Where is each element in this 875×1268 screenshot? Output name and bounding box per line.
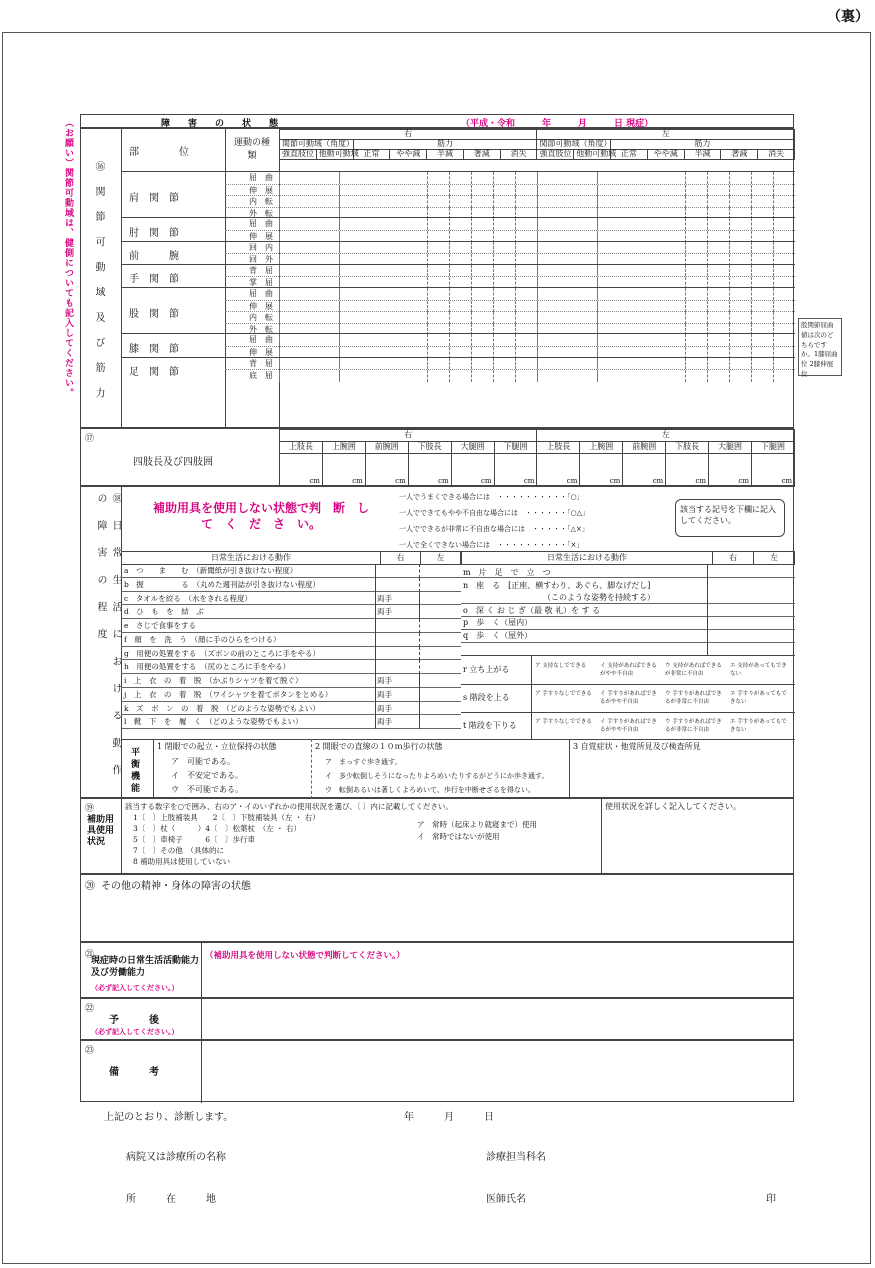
joint-motion-row <box>225 288 795 300</box>
sub-col: 著減 <box>463 150 500 160</box>
sub-col: 強直肢位 <box>537 150 574 160</box>
daily-rst <box>461 655 795 740</box>
limb-label: 四肢長及び四肢囲 <box>133 457 213 468</box>
rst-option: イ 手すりがあればできるがやや不自由 <box>600 691 657 705</box>
daily-left-row <box>121 660 461 674</box>
sub-col: 消失 <box>500 150 537 160</box>
daily-item: f 顔 を 洗 う （顔に手のひらをつける） <box>124 634 281 644</box>
limb-unit: cm <box>580 454 623 487</box>
joint-motion-label: 背 屈 <box>249 358 273 368</box>
limb-col: 前腕囲 <box>623 442 666 454</box>
rst-option: ア 支持なしでできる <box>535 663 587 669</box>
aids-lines <box>133 812 320 867</box>
sub-col: 正常 <box>353 150 390 160</box>
joint-motion-row <box>225 300 795 312</box>
joint-motion-label: 外 転 <box>249 324 273 334</box>
daily-item: o 深 く お じ ぎ（最 敬 礼）を す る <box>463 605 601 615</box>
limb-col: 上腕囲 <box>322 442 365 454</box>
daily-head-right: 右 <box>713 552 754 565</box>
sub-col: 著減 <box>721 150 758 160</box>
rom-right-label: 関節可動域（角度） <box>280 140 354 150</box>
balance-q2: 2 開眼での直線の１０ｍ歩行の状態 <box>315 742 443 751</box>
limb-right: 右 <box>280 430 537 442</box>
daily-left-row <box>121 619 461 633</box>
joint-motion-label: 底 屈 <box>249 371 273 381</box>
rst-option: エ 手すりがあってもできない <box>730 719 787 733</box>
rom-left-label: 関節可動域（角度） <box>537 140 611 150</box>
both-hands-label: 両手 <box>377 593 392 603</box>
sub-col: 消失 <box>758 150 795 160</box>
limb-unit: cm <box>666 454 709 487</box>
aids-line: 3〔 〕杖（ ）4〔 〕松葉杖 （左 ・ 右） <box>133 824 302 833</box>
daily-item: e さじで食事をする <box>124 621 196 630</box>
other-section <box>80 874 794 942</box>
r-label: r 立ち上がる <box>463 665 510 674</box>
aids-instruction: 該当する数字を○で囲み、右のア・イのいずれかの使用状況を選び、〔 〕内に記載してください。 <box>125 802 453 811</box>
joint-motion-row <box>225 218 795 230</box>
seal-label: 印 <box>766 1194 776 1205</box>
daily-left-row <box>121 647 461 661</box>
daily-item: a つ ま む （新聞紙が引き抜けない程度） <box>124 566 298 575</box>
limb-col: 前腕囲 <box>365 442 408 454</box>
daily-left-row <box>121 578 461 592</box>
s-label: s 階段を上る <box>463 693 510 702</box>
daily-section <box>80 486 794 798</box>
rst-option: エ 手すりがあってもできない <box>730 691 787 705</box>
joint-motion-row <box>225 358 795 370</box>
daily-item: n 座 る [正座、横すわり、あぐら、脚なげだし] <box>463 580 651 590</box>
limb-section <box>80 428 794 486</box>
joint-part-name: 肘 関 節 <box>129 227 179 239</box>
hospital-label: 病院又は診療所の名称 <box>126 1152 226 1163</box>
other-label: その他の精神・身体の障害の状態 <box>101 881 251 892</box>
joint-part-name: 足 関 節 <box>129 367 179 379</box>
daily-item: j 上 衣 の 着 脱 （ワイシャツを着てボタンをとめる） <box>124 689 333 699</box>
joint-part-row <box>121 287 795 333</box>
joint-motion-label: 伸 展 <box>249 231 273 241</box>
dept-label: 診療担当科名 <box>486 1152 546 1163</box>
daily-right-table <box>461 551 795 565</box>
joint-section-label: ⑯ 関 節 可 動 域 及 び 筋 力 <box>93 161 104 404</box>
joint-part-name: 膝 関 節 <box>129 343 179 355</box>
joint-motion-row <box>225 311 795 323</box>
ability-num: ㉑ <box>85 950 95 960</box>
t-label: t 階段を下りる <box>463 721 517 730</box>
joint-motion-row <box>225 242 795 254</box>
rst-option: エ 支持があってもできない <box>730 663 787 677</box>
sub-col: やや減 <box>647 150 684 160</box>
daily-item: q 歩 く（屋外） <box>463 630 533 640</box>
sub-col: 他動可動域 <box>574 150 611 160</box>
remarks-label: 備 考 <box>109 1067 159 1078</box>
joint-part-row <box>121 217 795 240</box>
prognosis-num: ㉒ <box>85 1004 95 1014</box>
daily-item: （このような姿勢を持続する） <box>543 593 655 602</box>
joint-part-row <box>121 241 795 264</box>
joint-motion-row <box>225 172 795 184</box>
joint-motion-label: 内 転 <box>249 313 273 323</box>
daily-head-left: 左 <box>421 552 461 565</box>
limb-left: 左 <box>537 430 795 442</box>
strength-right-label: 筋力 <box>353 140 537 150</box>
motion-header: 運動の種 類 <box>233 138 280 161</box>
rst-option: イ 手すりがあればできるがやや不自由 <box>600 719 657 733</box>
daily-item: h 用便の処置をする （尻のところに手をやる） <box>124 662 291 672</box>
limb-col: 上肢長 <box>537 442 580 454</box>
limb-unit: cm <box>751 454 794 487</box>
balance-option: ウ 転倒あるいは著しくよろめいて、歩行を中断せざるを得ない。 <box>325 786 535 794</box>
joint-motion-label: 屈 曲 <box>249 219 273 229</box>
joint-motion-label: 外 転 <box>249 208 273 218</box>
sub-col: 半減 <box>427 150 464 160</box>
ability-required: （必ず記入してください。） <box>91 983 179 992</box>
balance-option: ア まっすぐ歩き通す。 <box>325 758 402 766</box>
balance-label: 平衡機能 <box>131 748 141 794</box>
both-hands-label: 両手 <box>377 717 392 727</box>
aids-line: 1〔 〕上肢補装具 2〔 〕下肢補装具（左 ・ 右） <box>133 813 320 822</box>
balance-q3: 3 自覚症状・他覚所見及び検査所見 <box>573 742 701 751</box>
joint-part-name: 肩 関 節 <box>129 193 179 205</box>
aids-section <box>80 798 794 874</box>
limb-col: 上腕囲 <box>580 442 623 454</box>
joint-motion-row <box>225 265 795 277</box>
daily-item: m 片 足 で 立 つ <box>463 568 551 577</box>
diagnose-date: 年 月 日 <box>404 1112 494 1123</box>
limb-unit: cm <box>322 454 365 487</box>
limb-col: 下肢長 <box>666 442 709 454</box>
aids-use <box>417 819 537 843</box>
doctor-label: 医師氏名 <box>486 1194 526 1205</box>
joint-motion-label: 背 屈 <box>249 265 273 275</box>
daily-item: d ひ も を 結 ぶ <box>124 607 204 617</box>
aids-line: 5〔 〕車椅子 6〔 〕歩行車 <box>133 835 256 844</box>
aids-line: 8 補助用具は使用していない <box>133 857 231 866</box>
ability-note: （補助用具を使用しない状態で判断してください。） <box>205 951 405 961</box>
page-side-label: （裏） <box>827 9 869 25</box>
rst-option: ウ 手すりがあればできるが非常に不自由 <box>665 719 722 733</box>
joint-motion-label: 回 内 <box>249 242 273 252</box>
rst-option: ウ 支持があればできるが非常に不自由 <box>665 663 722 677</box>
diagnose-text: 上記のとおり、診断します。 <box>104 1112 234 1123</box>
rst-option: ウ 手すりがあればできるが非常に不自由 <box>665 691 722 705</box>
limb-col: 大腿囲 <box>709 442 752 454</box>
aids-detail: 使用状況を詳しく記入してください。 <box>605 802 741 811</box>
legend-item: 一人でできてもやや不自由な場合には ・・・・・・「○△」 <box>399 509 589 517</box>
limb-unit: cm <box>623 454 666 487</box>
joint-part-row <box>121 333 795 356</box>
joint-motion-label: 内 転 <box>249 197 273 207</box>
sub-col: 他動可動域 <box>316 150 353 160</box>
joint-motion-row <box>225 184 795 196</box>
both-hands-label: 両手 <box>377 607 392 617</box>
rst-option: イ 支持があればできるがやや不自由 <box>600 663 657 677</box>
limb-col: 上肢長 <box>280 442 323 454</box>
joint-part-name: 前 腕 <box>129 251 179 263</box>
aids-num: ⑲ <box>85 804 95 814</box>
legend-note: 該当する記号を下欄に記入してください。 <box>675 499 785 537</box>
joint-right-label: 右 <box>280 130 537 140</box>
daily-left-row <box>121 592 461 606</box>
address-label: 所 在 地 <box>126 1194 216 1205</box>
side-note: （お願い）関節可動域は、健側についても記入してください。 <box>63 118 73 398</box>
joint-table-head <box>279 129 795 160</box>
daily-head-right: 右 <box>381 552 421 565</box>
joint-motion-row <box>225 334 795 346</box>
balance-q1: 1 閉眼での起立・立位保持の状態 <box>157 742 277 751</box>
daily-head-left: 左 <box>754 552 795 565</box>
daily-item: c タオルを絞る （水をきれる程度） <box>124 593 252 603</box>
prognosis-label: 予 後 <box>109 1015 159 1026</box>
remarks-num: ㉓ <box>85 1046 95 1056</box>
aids-label: 補助用具使用状況 <box>87 815 115 847</box>
daily-left-row <box>121 674 461 688</box>
sub-col: 強直肢位 <box>280 150 317 160</box>
daily-section-label: ⑱ 日 常 生 活 に お け る 動 作 の 障 害 の 程 度 <box>95 493 121 782</box>
daily-item: k ズ ボ ン の 着 脱 （どのような姿勢でもよい） <box>124 703 320 713</box>
strength-left-label: 筋力 <box>611 140 795 150</box>
limb-section-num: ⑰ <box>85 434 95 444</box>
aids-line: 7〔 〕その他 （具体的に <box>133 846 225 855</box>
balance-option: ア 可能である。 <box>171 757 235 766</box>
limb-unit: cm <box>280 454 323 487</box>
joint-motion-label: 伸 展 <box>249 347 273 357</box>
daily-left-row <box>121 564 461 578</box>
sub-col: やや減 <box>390 150 427 160</box>
both-hands-label: 両手 <box>377 689 392 699</box>
both-hands-label: 両手 <box>377 703 392 713</box>
rst-option: ア 手すりなしでできる <box>535 691 592 697</box>
part-header: 部 位 <box>129 147 189 158</box>
daily-left-row <box>121 702 461 716</box>
joint-part-name: 手 関 節 <box>129 274 179 286</box>
limb-col: 下腿囲 <box>494 442 537 454</box>
remarks-section <box>80 1040 794 1102</box>
sub-col: 半減 <box>684 150 721 160</box>
hip-note: 股関節屈曲値は次のどちらですか。1膝屈曲位 2膝伸展位 <box>798 318 842 376</box>
status-date: （平成・令和 年 月 日 現症） <box>461 119 654 129</box>
rst-option: ア 手すりなしでできる <box>535 719 592 725</box>
ability-section <box>80 942 794 998</box>
balance-option: イ 不安定である。 <box>171 771 243 780</box>
limb-unit: cm <box>451 454 494 487</box>
daily-item: b 握 る （丸めた週刊誌が引き抜けない程度） <box>124 579 321 589</box>
joint-motion-label: 掌 屈 <box>249 278 273 288</box>
joint-motion-row <box>225 369 795 381</box>
joint-motion-label: 屈 曲 <box>249 173 273 182</box>
aids-use-a: ア 常時（起床より就寝まで）使用 <box>417 820 537 829</box>
status-title: 障 害 の 状 態 <box>161 119 279 129</box>
balance-option: イ 多少転倒しそうになったりよろめいたりするがどうにか歩き通す。 <box>325 772 549 780</box>
joint-motion-label: 伸 展 <box>249 185 273 195</box>
daily-left-row <box>121 633 461 647</box>
daily-left-table <box>121 551 461 565</box>
ability-label: 現症時の日常生活活動能力及び労働能力 <box>91 956 200 978</box>
joint-motion-label: 伸 展 <box>249 301 273 311</box>
prognosis-required: （必ず記入してください。） <box>91 1027 179 1036</box>
joint-part-row <box>121 357 795 380</box>
daily-left-row <box>121 715 461 729</box>
status-header <box>80 114 794 128</box>
joint-part-row <box>121 171 795 217</box>
joint-part-row <box>121 264 795 287</box>
legend-item: 一人で全くできない場合には ・・・・・・・・・・「×」 <box>399 541 584 549</box>
joint-motion-row <box>225 195 795 207</box>
daily-item: g 用便の処置をする （ズボンの前のところに手をやる） <box>124 648 321 658</box>
daily-head: 日常生活における動作 <box>122 552 381 565</box>
daily-right-rows <box>463 567 703 642</box>
legend-item: 一人でうまくできる場合には ・・・・・・・・・・「○」 <box>399 493 584 501</box>
joint-part-name: 股 関 節 <box>129 309 179 321</box>
limb-unit: cm <box>408 454 451 487</box>
daily-left-row <box>121 688 461 702</box>
joint-motion-label: 屈 曲 <box>249 289 273 298</box>
balance-option: ウ 不可能である。 <box>171 785 243 794</box>
balance-q1-opts <box>171 755 243 797</box>
daily-legend <box>399 489 669 553</box>
joint-section <box>80 128 794 428</box>
other-num: ⑳ <box>85 881 95 892</box>
limb-unit: cm <box>709 454 752 487</box>
legend-item: 一人でできるが非常に不自由な場合には ・・・・・「△×」 <box>399 525 589 533</box>
balance-block <box>121 739 795 799</box>
joint-motion-label: 屈 曲 <box>249 335 273 345</box>
both-hands-label: 両手 <box>377 676 392 685</box>
limb-col: 大腿囲 <box>451 442 494 454</box>
limb-col: 下肢長 <box>408 442 451 454</box>
prognosis-section <box>80 998 794 1040</box>
balance-q2-opts <box>325 755 548 797</box>
limb-table <box>279 429 795 487</box>
joint-motion-label: 回 外 <box>249 255 273 265</box>
limb-unit: cm <box>494 454 537 487</box>
daily-left-row <box>121 605 461 619</box>
aids-use-b: イ 常時ではないが使用 <box>417 832 500 841</box>
daily-item: p 歩 く（屋内） <box>463 618 533 627</box>
joint-left-label: 左 <box>537 130 795 140</box>
sub-col: 正常 <box>611 150 648 160</box>
daily-item: i 上 衣 の 着 脱 （かぶりシャツを着て脱ぐ） <box>124 676 303 685</box>
limb-unit: cm <box>365 454 408 487</box>
limb-col: 下腿囲 <box>751 442 794 454</box>
daily-item: l 靴 下 を 履 く （どのような姿勢でもよい） <box>124 717 303 727</box>
daily-head: 日常生活における動作 <box>462 552 713 565</box>
daily-instruction: 補助用具を使用しない状態で判 断 し て く だ さ い。 <box>152 501 382 531</box>
limb-unit: cm <box>537 454 580 487</box>
